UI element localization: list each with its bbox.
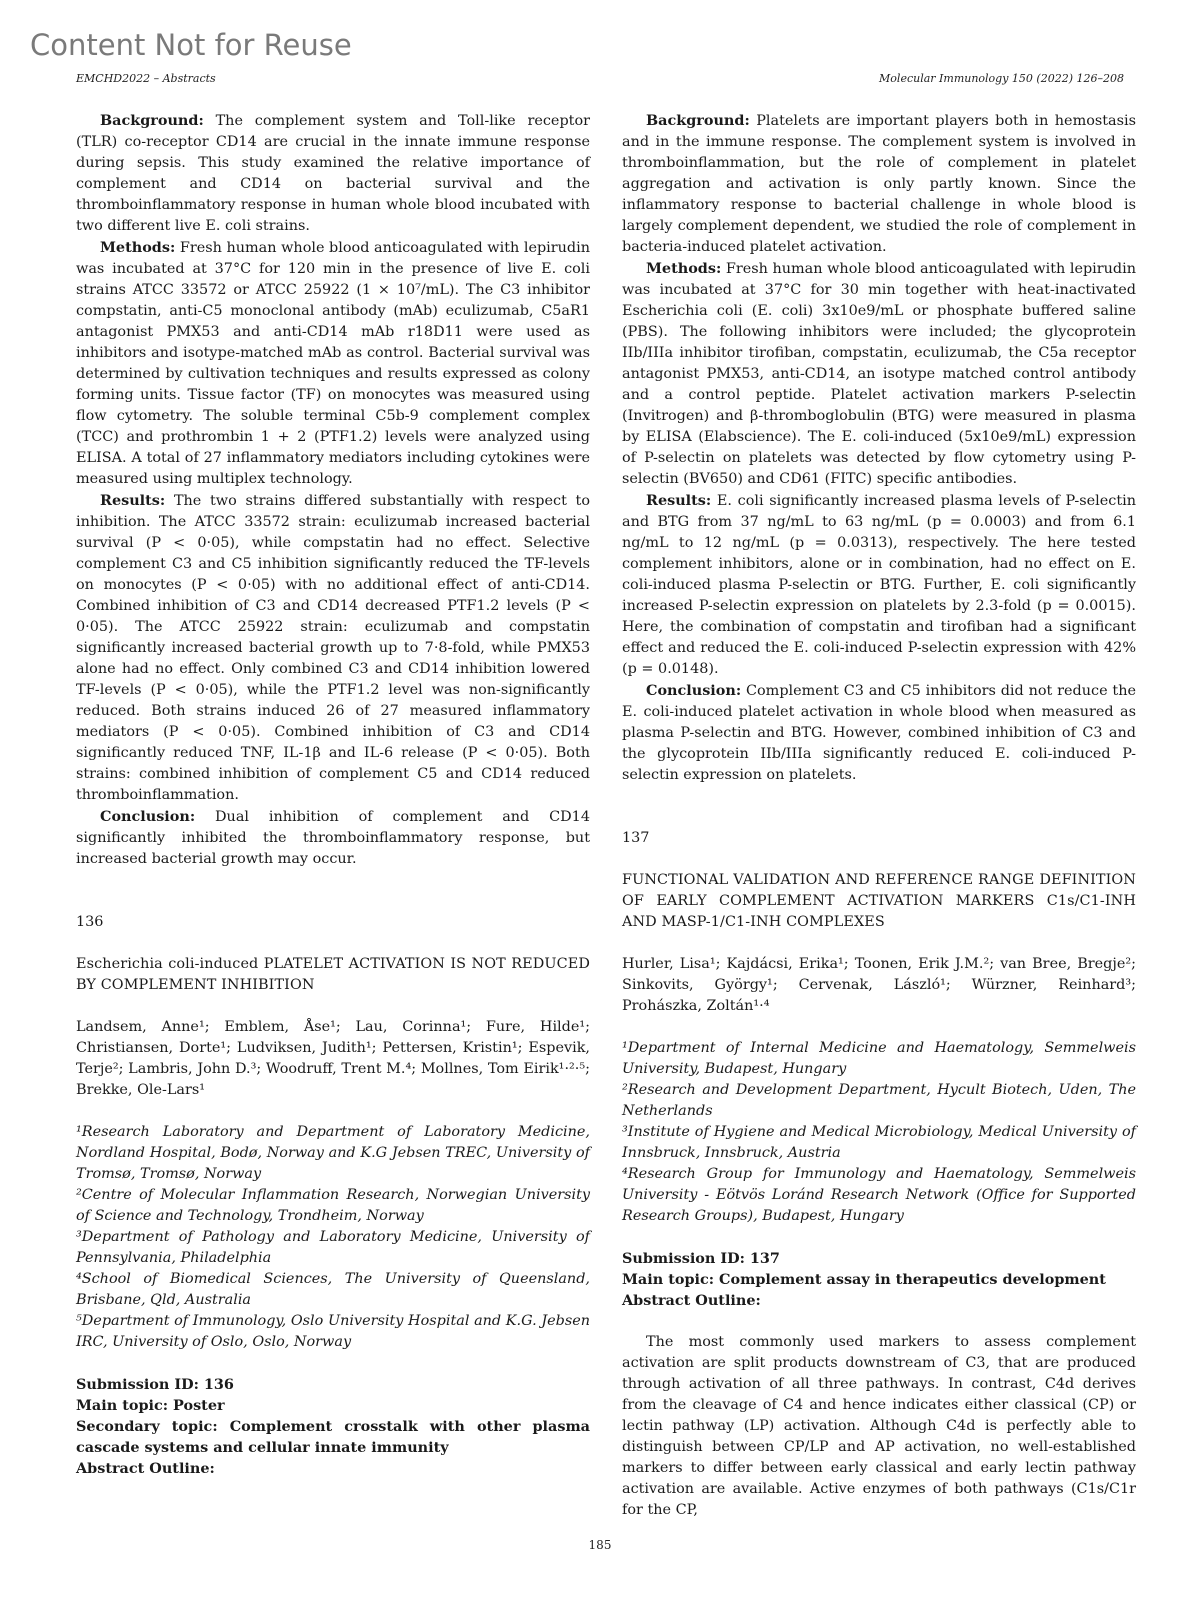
affiliation: ⁵Department of Immunology, Oslo University Hospital and K.G. Jebsen IRC, University of Oslo, Oslo, Norway xyxy=(76,1313,590,1350)
affiliation: ⁴Research Group for Immunology and Haematology, Semmelweis University - Eötvös Loránd Research Network (Office for Supported Research Groups), Budapest, Hungary xyxy=(622,1166,1136,1224)
affiliation: ¹Department of Internal Medicine and Haematology, Semmelweis University, Budapest, Hungary xyxy=(622,1040,1136,1077)
methods-text: Fresh human whole blood anticoagulated with lepirudin was incubated at 37°C for 120 min in the presence of live E. coli strains ATCC 33572 or ATCC 25922 (1 × 10⁷/mL). The C3 inhibitor compstatin, anti-C5 monoclonal antibody (mAb) eculizumab, C5aR1 antagonist PMX53 and anti-CD14 mAb r18D11 were used as inhibitors and isotype-matched mAb as control. Bacterial survival was determined by cultivation techniques and results expressed as colony forming units. Tissue factor (TF) on monocytes was measured using flow cytometry. The soluble terminal C5b-9 complement complex (TCC) and prothrombin 1 + 2 (PTF1.2) levels were analyzed using ELISA. A total of 27 inflammatory mediators including cytokines were measured using multiplex technology. xyxy=(76,240,591,487)
conclusion-paragraph xyxy=(622,680,1136,786)
affiliation: ²Centre of Molecular Inflammation Research, Norwegian University of Science and Technology, Trondheim, Norway xyxy=(76,1187,590,1224)
conclusion-paragraph xyxy=(76,806,590,870)
running-header-right: Molecular Immunology 150 (2022) 126–208 xyxy=(879,72,1124,85)
background-text: The complement system and Toll-like receptor (TLR) co-receptor CD14 are crucial in the innate immune response during sepsis. This study examined the relative importance of complement and CD14 on bacterial survival and the thromboinflammatory response in human whole blood incubated with two different live E. coli strains. xyxy=(76,113,590,234)
affiliation: ²Research and Development Department, Hycult Biotech, Uden, The Netherlands xyxy=(622,1082,1136,1119)
conclusion-label: Conclusion: xyxy=(646,682,742,699)
affiliation: ³Department of Pathology and Laboratory Medicine, University of Pennsylvania, Philadelphia xyxy=(76,1229,590,1266)
methods-paragraph xyxy=(76,237,590,490)
methods-label: Methods: xyxy=(646,260,722,277)
background-label: Background: xyxy=(100,112,204,129)
abstract-title: FUNCTIONAL VALIDATION AND REFERENCE RANGE DEFINITION OF EARLY COMPLEMENT ACTIVATION MARKERS C1s/C1-INH AND MASP-1/C1-INH COMPLEXES xyxy=(622,872,1136,930)
main-topic: Main topic: Complement assay in therapeutics development xyxy=(622,1271,1106,1288)
abstract-number: 137 xyxy=(622,830,650,846)
secondary-topic: Secondary topic: Complement crosstalk with other plasma cascade systems and cellular innate immunity xyxy=(76,1418,590,1456)
methods-text: Fresh human whole blood anticoagulated with lepirudin was incubated at 37°C for 30 min together with heat-inactivated Escherichia coli (E. coli) 3x10e9/mL or phosphate buffered saline (PBS). The following inhibitors were included; the glycoprotein IIb/IIIa inhibitor tirofiban, compstatin, eculizumab, the C5a receptor antagonist PMX53, anti-CD14, an isotype matched control antibody and a control peptide. Platelet activation markers P-selectin (Invitrogen) and β-thromboglobulin (BTG) were measured in plasma by ELISA (Elabscience). The E. coli-induced (5x10e9/mL) expression of P-selectin on platelets was detected by flow cytometry using P-selectin (BV650) and CD61 (FITC) specific antibodies. xyxy=(622,261,1137,487)
background-label: Background: xyxy=(646,112,750,129)
methods-paragraph xyxy=(622,258,1136,490)
author-list: Hurler, Lisa¹; Kajdácsi, Erika¹; Toonen, Erik J.M.²; van Bree, Bregje²; Sinkovits, György¹; Cervenak, László¹; Würzner, Reinhard³; Prohászka, Zoltán¹·⁴ xyxy=(622,956,1136,1014)
results-paragraph xyxy=(622,490,1136,680)
abstract-outline-heading: Abstract Outline: xyxy=(76,1460,215,1477)
left-column xyxy=(76,110,590,1479)
affiliation: ³Institute of Hygiene and Medical Microbiology, Medical University of Innsbruck, Innsbruck, Austria xyxy=(622,1124,1136,1161)
abstract-title: Escherichia coli-induced PLATELET ACTIVATION IS NOT REDUCED BY COMPLEMENT INHIBITION xyxy=(76,956,590,993)
conclusion-label: Conclusion: xyxy=(100,808,196,825)
results-text: The two strains differed substantially with respect to inhibition. The ATCC 33572 strain: eculizumab increased bacterial survival (P < 0·05), while compstatin had no effect. Selective complement C3 and C5 inhibition significantly reduced the TF-levels on monocytes (P < 0·05) with no additional effect of anti-CD14. Combined inhibition of C3 and CD14 decreased PTF1.2 levels (P < 0·05). The ATCC 25922 strain: eculizumab and compstatin significantly increased bacterial growth up to 7·8-fold, while PMX53 alone had no effect. Only combined C3 and CD14 inhibition lowered TF-levels (P < 0·05), while the PTF1.2 level was non-significantly reduced. Both strains induced 26 of 27 measured inflammatory mediators (P < 0·05). Combined inhibition of C3 and CD14 significantly reduced TNF, IL-1β and IL-6 release (P < 0·05). Both strains: combined inhibition of complement C5 and CD14 reduced thromboinflammation. xyxy=(76,493,591,803)
abstract-number: 136 xyxy=(76,914,104,930)
submission-id: Submission ID: 136 xyxy=(76,1376,234,1393)
running-header-left: EMCHD2022 – Abstracts xyxy=(76,72,216,85)
results-text: E. coli significantly increased plasma levels of P-selectin and BTG from 37 ng/mL to 63 ng/mL (p = 0.0003) and from 6.1 ng/mL to 12 ng/mL (p = 0.0313), respectively. The here tested complement inhibitors, alone or in combination, had no effect on E. coli-induced plasma P-selectin or BTG. Further, E. coli significantly increased P-selectin expression on platelets by 2.3-fold (p = 0.0015). Here, the combination of compstatin and tirofiban had a significant effect and reduced the E. coli-induced P-selectin expression with 42% (p = 0.0148). xyxy=(622,493,1136,677)
outline-paragraph: The most commonly used markers to assess complement activation are split products downstream of C3, that are produced through activation of all three pathways. In contrast, C4d derives from the cleavage of C4 and hence indicates either classical (CP) or lectin pathway (LP) activation. Although C4d is perfectly able to distinguish between CP/LP and AP activation, no well-established markers to differ between early classical and early lectin pathway activation are available. Active enzymes of both pathways (C1s/C1r for the CP, xyxy=(622,1334,1136,1518)
right-column xyxy=(622,110,1136,1521)
page-number: 185 xyxy=(588,1538,612,1552)
results-paragraph xyxy=(76,490,590,806)
background-text: Platelets are important players both in hemostasis and in the immune response. The complement system is involved in thromboinflammation, but the role of complement in platelet aggregation and activation is only partly known. Since the inflammatory response to bacterial challenge in whole blood is largely complement dependent, we studied the role of complement in bacteria-induced platelet activation. xyxy=(622,113,1137,255)
affiliation: ¹Research Laboratory and Department of Laboratory Medicine, Nordland Hospital, Bodø, Norway and K.G Jebsen TREC, University of Tromsø, Tromsø, Norway xyxy=(76,1124,590,1182)
conclusion-text: Dual inhibition of complement and CD14 significantly inhibited the thromboinflammatory response, but increased bacterial growth may occur. xyxy=(76,809,590,867)
conclusion-text: Complement C3 and C5 inhibitors did not reduce the E. coli-induced platelet activation in whole blood when measured as plasma P-selectin and BTG. However, combined inhibition of C3 and the glycoprotein IIb/IIIa significantly reduced E. coli-induced P-selectin expression on platelets. xyxy=(622,683,1136,783)
results-label: Results: xyxy=(646,492,712,509)
submission-id: Submission ID: 137 xyxy=(622,1250,780,1267)
main-topic: Main topic: Poster xyxy=(76,1397,225,1414)
abstract-outline-heading: Abstract Outline: xyxy=(622,1292,761,1309)
affiliation: ⁴School of Biomedical Sciences, The University of Queensland, Brisbane, Qld, Australia xyxy=(76,1271,590,1308)
methods-label: Methods: xyxy=(100,239,176,256)
background-paragraph xyxy=(622,110,1136,258)
author-list: Landsem, Anne¹; Emblem, Åse¹; Lau, Corinna¹; Fure, Hilde¹; Christiansen, Dorte¹; Ludviksen, Judith¹; Pettersen, Kristin¹; Espevik, Terje²; Lambris, John D.³; Woodruff, Trent M.⁴; Mollnes, Tom Eirik¹·²·⁵; Brekke, Ole-Lars¹ xyxy=(76,1019,590,1098)
results-label: Results: xyxy=(100,492,166,509)
background-paragraph xyxy=(76,110,590,237)
watermark: Content Not for Reuse xyxy=(30,28,352,62)
